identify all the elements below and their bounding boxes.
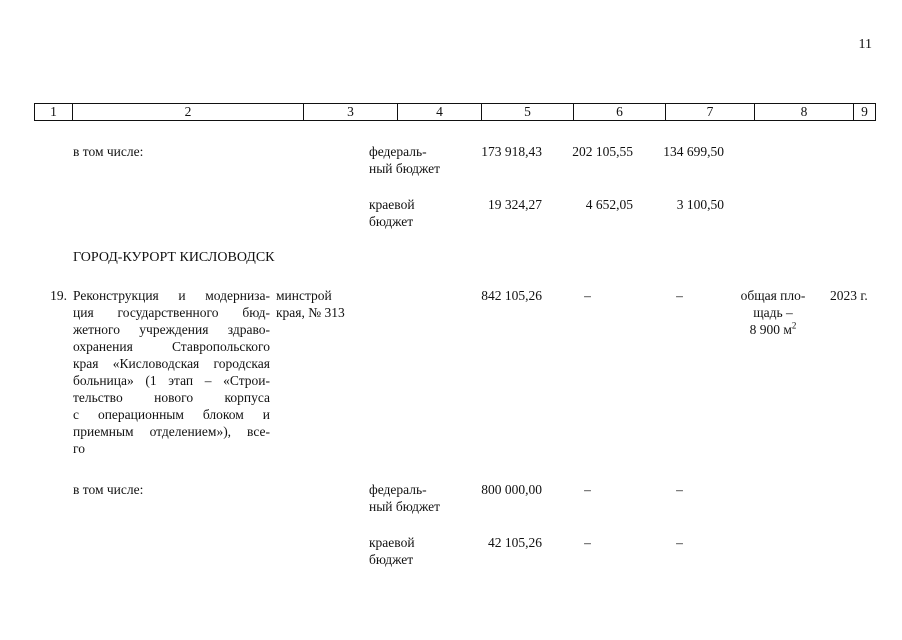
- block2-row2-source-line2: бюджет: [369, 552, 414, 567]
- block1-row2-col5: 19 324,27: [488, 197, 542, 212]
- block2-row1-source-line2: ный бюджет: [369, 499, 441, 514]
- block2-row1-source-line1: федераль-: [369, 482, 427, 497]
- block2-row2-col7: –: [676, 535, 683, 550]
- item19-customer-line2: края, № 313: [276, 305, 345, 320]
- item19-col8-area: 8 900 м: [749, 322, 792, 337]
- column-header-2: 2: [73, 104, 304, 120]
- item19-customer-line1: минстрой: [276, 288, 332, 303]
- item19-number: 19.: [50, 288, 67, 303]
- block1-row2-col7: 3 100,50: [676, 197, 724, 212]
- column-header-1: 1: [35, 104, 73, 120]
- column-header-8: 8: [755, 104, 854, 120]
- block1-row1-col6: 202 105,55: [572, 144, 633, 159]
- column-header-7: 7: [666, 104, 755, 120]
- block1-row1-source-line1: федераль-: [369, 144, 427, 159]
- section-title: ГОРОД-КУРОРТ КИСЛОВОДСК: [73, 250, 275, 265]
- column-header-4: 4: [398, 104, 482, 120]
- block2-row2-source-line1: краевой: [369, 535, 415, 550]
- item19-col5: 842 105,26: [481, 288, 542, 303]
- column-header-9: 9: [861, 104, 868, 119]
- block1-row1-source-line2: ный бюджет: [369, 161, 441, 176]
- item19-description-line5: края «Кисловодская городская: [73, 356, 270, 371]
- item19-description-line8: с операционным блоком и: [73, 407, 270, 422]
- block1-row2-source-line2: бюджет: [369, 214, 414, 229]
- block2-row2-source: [369, 534, 415, 568]
- item19-col8-line1: общая пло-: [740, 288, 806, 303]
- item19-description-line4: охранения Ставропольского: [73, 339, 270, 354]
- block2-row1-col7: –: [676, 482, 683, 497]
- block2-row1-col6: –: [584, 482, 591, 497]
- block1-row1-col5: 173 918,43: [481, 144, 542, 159]
- block1-row1-col7: 134 699,50: [663, 144, 724, 159]
- item19-description-line2: ция государственного бюд-: [73, 305, 270, 320]
- item19-description-line7: тельство нового корпуса: [73, 390, 270, 405]
- block2-row2-col6: –: [584, 535, 591, 550]
- item19-description-line3: жетного учреждения здраво-: [73, 322, 270, 337]
- block2-row2-col5: 42 105,26: [488, 535, 542, 550]
- item19-col8: [723, 287, 823, 338]
- block1-row2-col6: 4 652,05: [585, 197, 633, 212]
- block1-label: в том числе:: [73, 144, 144, 159]
- item19-col7: –: [676, 288, 683, 303]
- block2-row1-source: [369, 481, 440, 515]
- column-header-6: 6: [574, 104, 666, 120]
- block1-row2-source: [369, 196, 415, 230]
- page-number: 11: [858, 37, 872, 52]
- item19-description-line1: Реконструкция и модерниза-: [73, 288, 270, 303]
- item19-col6: –: [584, 288, 591, 303]
- item19-description: [73, 287, 270, 457]
- block1-row2-source-line1: краевой: [369, 197, 415, 212]
- column-header-3: 3: [304, 104, 398, 120]
- column-header-5: 5: [482, 104, 574, 120]
- item19-customer: [276, 287, 345, 321]
- item19-description-line6: больница» (1 этап – «Строи-: [73, 373, 270, 388]
- item19-col8-line3: [723, 321, 823, 338]
- column-header-row: [34, 103, 876, 121]
- block2-row1-col5: 800 000,00: [481, 482, 542, 497]
- item19-description-line9: приемным отделением»), все-: [73, 424, 270, 439]
- block1-row1-source: [369, 143, 440, 177]
- item19-col9: 2023 г.: [830, 288, 868, 303]
- item19-col8-sup: 2: [791, 320, 797, 331]
- item19-description-line10: го: [73, 441, 85, 456]
- item19-col8-line2: щадь –: [753, 305, 793, 320]
- block2-label: в том числе:: [73, 482, 144, 497]
